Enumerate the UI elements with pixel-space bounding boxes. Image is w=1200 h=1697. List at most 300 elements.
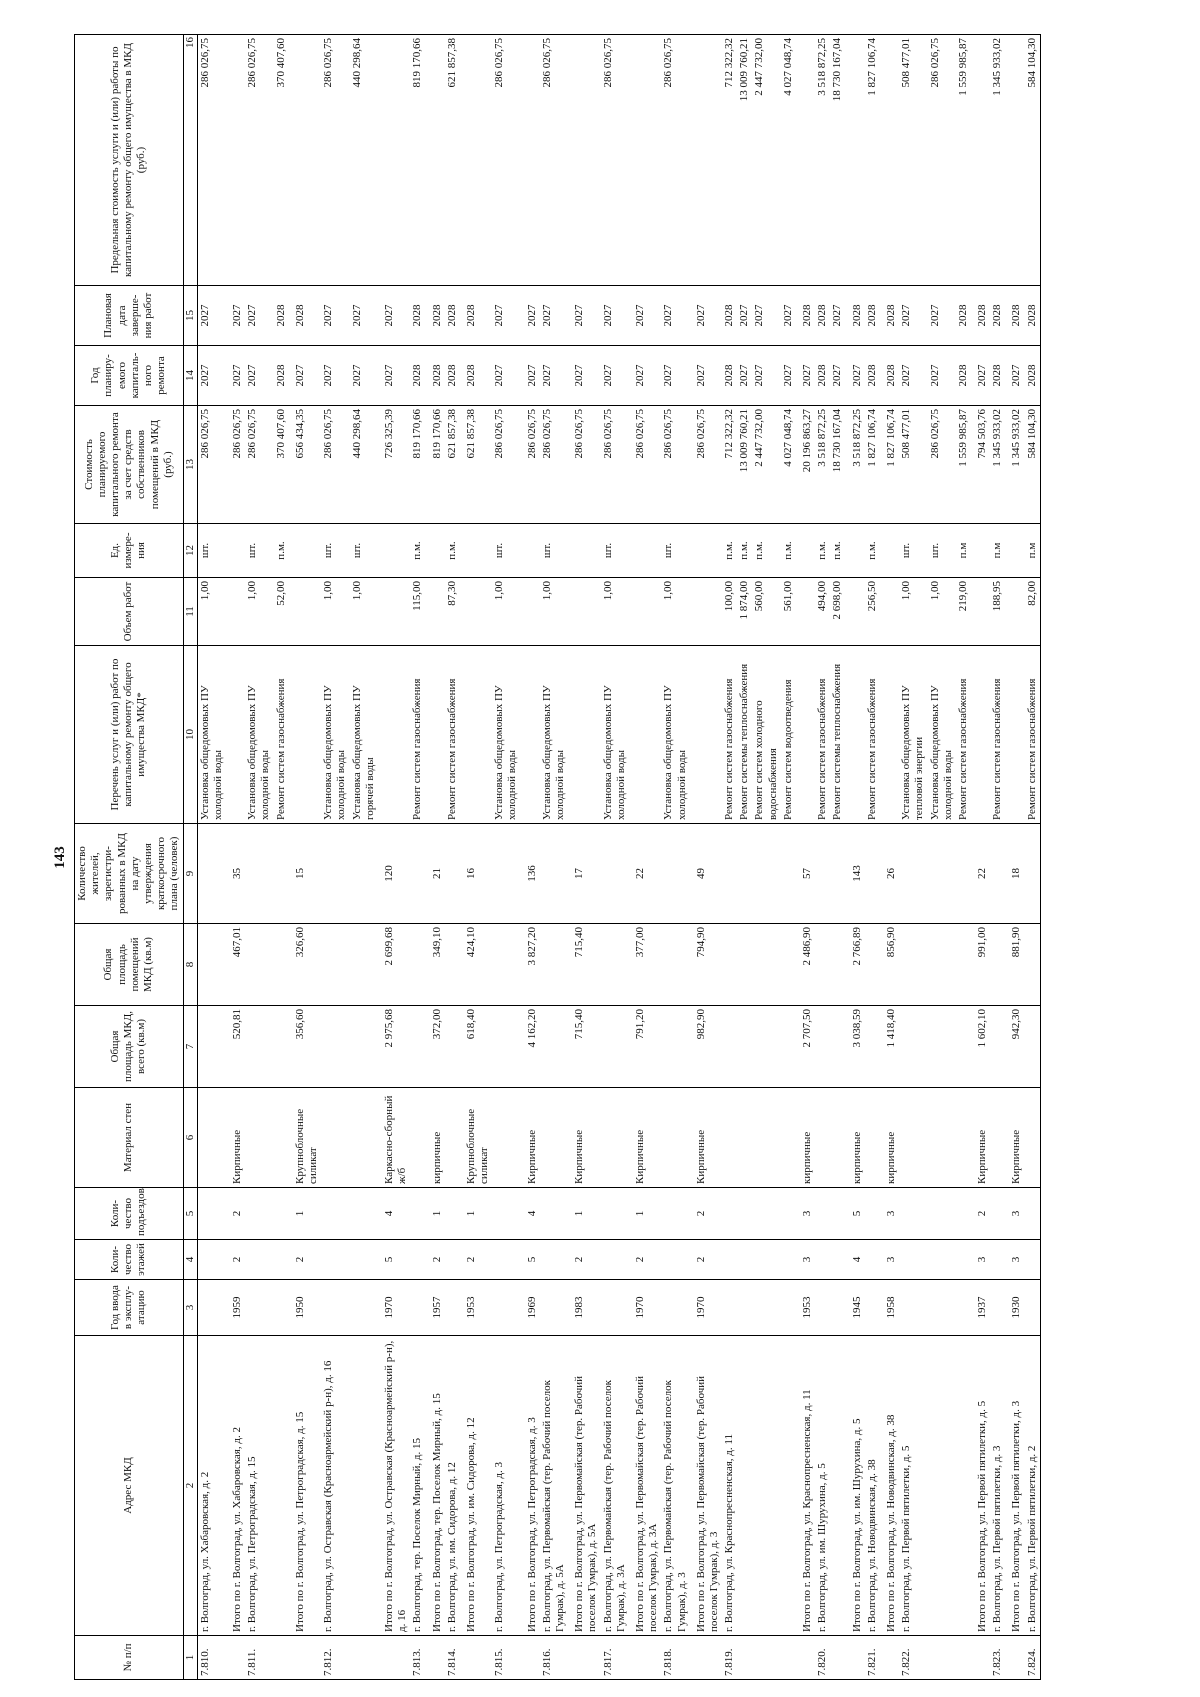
table-cell: 13 009 760,21 bbox=[737, 406, 752, 524]
table-cell bbox=[830, 1280, 845, 1336]
table-cell: 1,00 bbox=[928, 578, 956, 646]
table-cell: 286 026,75 bbox=[226, 406, 245, 524]
table-cell: 4 027 048,74 bbox=[781, 406, 796, 524]
column-number: 14 bbox=[183, 346, 197, 406]
table-cell: 286 026,75 bbox=[492, 406, 520, 524]
table-cell: Итого по г. Волгоград, ул. Первомайская (тер. Рабочий поселок Гумрак), д. 3 bbox=[690, 1336, 722, 1636]
table-cell bbox=[865, 1006, 880, 1088]
table-cell bbox=[1025, 1188, 1041, 1240]
table-cell: 2 bbox=[426, 1240, 445, 1280]
table-cell bbox=[289, 35, 321, 286]
table-cell: 4 027 048,74 bbox=[781, 35, 796, 286]
column-header: Объем работ bbox=[75, 578, 184, 646]
table-cell: 715,40 bbox=[568, 1006, 600, 1088]
table-cell: 4 bbox=[378, 1188, 410, 1240]
table-cell: 188,95 bbox=[990, 578, 1005, 646]
table-cell bbox=[956, 824, 971, 924]
column-header: Предельная стоимость услуги и (или) работы по капитальному ремонту общего имущества в МКД (руб.) bbox=[75, 35, 184, 286]
table-cell bbox=[410, 1280, 425, 1336]
table-cell bbox=[1005, 578, 1024, 646]
table-cell: 256,50 bbox=[865, 578, 880, 646]
table-cell bbox=[568, 524, 600, 578]
table-cell: 881,90 bbox=[1005, 924, 1024, 1006]
table-cell: 2028 bbox=[426, 286, 445, 346]
table-cell: 1953 bbox=[460, 1280, 492, 1336]
column-header: Перечень услуг и (или) работ по капитальному ремонту общего имущества МКД* bbox=[75, 646, 184, 824]
table-cell: Итого по г. Волгоград, ул. Петроградская, д. 3 bbox=[521, 1336, 540, 1636]
table-cell: 18 bbox=[1005, 824, 1024, 924]
table-cell: 7.814. bbox=[445, 1636, 460, 1680]
table-cell: Установка общедомовых ПУ тепловой энергии bbox=[899, 646, 927, 824]
table-cell bbox=[690, 646, 722, 824]
table-cell: 2027 bbox=[521, 286, 540, 346]
table-cell bbox=[350, 1636, 378, 1680]
table-cell: 1 559 985,87 bbox=[956, 406, 971, 524]
table-cell bbox=[1025, 1006, 1041, 1088]
table-cell: Установка общедомовых ПУ холодной воды bbox=[492, 646, 520, 824]
table-cell: 4 bbox=[521, 1188, 540, 1240]
table-cell: 3 518 872,25 bbox=[815, 35, 830, 286]
table-cell: 219,00 bbox=[956, 578, 971, 646]
table-cell bbox=[321, 924, 349, 1006]
table-cell bbox=[737, 1280, 752, 1336]
table-cell: 440 298,64 bbox=[350, 406, 378, 524]
table-cell: 286 026,75 bbox=[197, 35, 226, 286]
table-cell bbox=[378, 35, 410, 286]
total-row bbox=[226, 35, 245, 1680]
table-cell bbox=[492, 1280, 520, 1336]
table-cell bbox=[426, 524, 445, 578]
table-cell: 2028 bbox=[445, 346, 460, 406]
table-cell: 1 602,10 bbox=[971, 1006, 990, 1088]
table-cell bbox=[521, 524, 540, 578]
table-cell: 286 026,75 bbox=[540, 35, 568, 286]
table-cell bbox=[445, 924, 460, 1006]
table-cell bbox=[197, 924, 226, 1006]
table-cell bbox=[460, 646, 492, 824]
table-cell: 2028 bbox=[956, 346, 971, 406]
table-cell bbox=[274, 1280, 289, 1336]
table-cell bbox=[350, 1240, 378, 1280]
table-cell: 1,00 bbox=[321, 578, 349, 646]
table-cell bbox=[722, 1280, 737, 1336]
table-cell: 1970 bbox=[378, 1280, 410, 1336]
total-row bbox=[846, 35, 865, 1680]
table-cell: 286 026,75 bbox=[601, 35, 629, 286]
column-header: Количество жителей, зарегистри-рованных в МКД на дату утверждения краткосрочного плана (человек) bbox=[75, 824, 184, 924]
table-cell bbox=[990, 924, 1005, 1006]
table-cell: 2028 bbox=[410, 286, 425, 346]
table-cell bbox=[378, 1636, 410, 1680]
table-cell: п.м. bbox=[410, 524, 425, 578]
table-cell bbox=[956, 1006, 971, 1088]
table-cell bbox=[661, 1088, 689, 1188]
table-row bbox=[865, 35, 880, 1680]
table-cell: 2027 bbox=[781, 346, 796, 406]
table-cell bbox=[846, 646, 865, 824]
table-cell bbox=[321, 824, 349, 924]
table-cell: 1950 bbox=[289, 1280, 321, 1336]
table-cell bbox=[830, 1006, 845, 1088]
table-cell bbox=[274, 1240, 289, 1280]
column-number: 3 bbox=[183, 1280, 197, 1336]
table-cell bbox=[245, 1006, 273, 1088]
table-row bbox=[1025, 35, 1041, 1680]
table-cell bbox=[460, 1636, 492, 1680]
total-row bbox=[426, 35, 445, 1680]
table-cell bbox=[661, 1280, 689, 1336]
total-row bbox=[971, 35, 990, 1680]
table-cell: 5 bbox=[846, 1188, 865, 1240]
table-cell bbox=[796, 35, 815, 286]
table-cell bbox=[410, 924, 425, 1006]
table-cell: г. Волгоград, ул. Первомайская (тер. Рабочий поселок Гумрак), д. 5А bbox=[540, 1336, 568, 1636]
table-row bbox=[830, 35, 845, 1680]
table-cell bbox=[928, 1336, 956, 1636]
table-cell: 1957 bbox=[426, 1280, 445, 1336]
table-cell: п.м bbox=[956, 524, 971, 578]
table-cell bbox=[226, 646, 245, 824]
column-header: Материал стен bbox=[75, 1088, 184, 1188]
table-cell: 3 bbox=[1005, 1240, 1024, 1280]
table-cell: 2027 bbox=[661, 346, 689, 406]
table-cell: 2027 bbox=[197, 346, 226, 406]
total-row bbox=[880, 35, 899, 1680]
table-cell bbox=[350, 1336, 378, 1636]
table-cell: 2027 bbox=[629, 286, 661, 346]
table-cell bbox=[737, 1088, 752, 1188]
table-cell: 1,00 bbox=[197, 578, 226, 646]
table-cell: 2027 bbox=[245, 286, 273, 346]
table-cell bbox=[722, 1006, 737, 1088]
page-number: 143 bbox=[52, 846, 68, 869]
table-cell: Кирпичные bbox=[629, 1088, 661, 1188]
table-cell: 2 bbox=[629, 1240, 661, 1280]
table-cell: 508 477,01 bbox=[899, 35, 927, 286]
table-cell: 1958 bbox=[880, 1280, 899, 1336]
table-cell bbox=[492, 1188, 520, 1240]
table-cell: 2028 bbox=[410, 346, 425, 406]
table-cell: Ремонт систем газоснабжения bbox=[722, 646, 737, 824]
table-cell: 819 170,66 bbox=[410, 406, 425, 524]
table-cell: шт. bbox=[661, 524, 689, 578]
table-cell bbox=[865, 1188, 880, 1240]
table-cell bbox=[460, 35, 492, 286]
table-cell bbox=[928, 1088, 956, 1188]
table-cell bbox=[245, 1280, 273, 1336]
table-cell bbox=[830, 1240, 845, 1280]
total-row bbox=[1005, 35, 1024, 1680]
table-cell: 1953 bbox=[796, 1280, 815, 1336]
table-row bbox=[956, 35, 971, 1680]
table-cell: 2027 bbox=[521, 346, 540, 406]
table-cell bbox=[629, 524, 661, 578]
table-cell: 2 bbox=[690, 1240, 722, 1280]
table-cell bbox=[350, 1006, 378, 1088]
table-cell: 35 bbox=[226, 824, 245, 924]
table-cell: 2 bbox=[690, 1188, 722, 1240]
table-cell bbox=[426, 35, 445, 286]
column-number: 4 bbox=[183, 1240, 197, 1280]
table-cell: 2028 bbox=[815, 346, 830, 406]
table-cell bbox=[426, 646, 445, 824]
table-cell: 13 009 760,21 bbox=[737, 35, 752, 286]
column-number: 2 bbox=[183, 1336, 197, 1636]
table-cell bbox=[410, 824, 425, 924]
table-cell bbox=[460, 578, 492, 646]
table-cell bbox=[815, 1188, 830, 1240]
table-row bbox=[990, 35, 1005, 1680]
table-cell: шт. bbox=[492, 524, 520, 578]
table-cell: п.м. bbox=[737, 524, 752, 578]
table-cell: Ремонт систем газоснабжения bbox=[956, 646, 971, 824]
table-cell bbox=[737, 1336, 752, 1636]
table-cell bbox=[274, 1088, 289, 1188]
table-cell: 2 486,90 bbox=[796, 924, 815, 1006]
table-cell: Ремонт систем газоснабжения bbox=[274, 646, 289, 824]
table-row bbox=[815, 35, 830, 1680]
table-cell: 1 bbox=[426, 1188, 445, 1240]
table-cell bbox=[629, 578, 661, 646]
table-cell bbox=[445, 1280, 460, 1336]
table-row bbox=[350, 35, 378, 1680]
table-cell bbox=[661, 824, 689, 924]
table-cell: 82,00 bbox=[1025, 578, 1041, 646]
table-cell: 1 827 106,74 bbox=[865, 406, 880, 524]
table-cell: 2027 bbox=[830, 346, 845, 406]
table-cell bbox=[197, 1188, 226, 1240]
table-cell: 1983 bbox=[568, 1280, 600, 1336]
table-cell: Кирпичные bbox=[971, 1088, 990, 1188]
table-cell: 2028 bbox=[865, 346, 880, 406]
table-cell bbox=[1005, 524, 1024, 578]
table-cell bbox=[661, 924, 689, 1006]
table-cell bbox=[1025, 824, 1041, 924]
table-cell bbox=[226, 578, 245, 646]
table-cell: 3 bbox=[796, 1240, 815, 1280]
column-number: 1 bbox=[183, 1636, 197, 1680]
table-cell bbox=[846, 35, 865, 286]
table-cell: 3 bbox=[880, 1240, 899, 1280]
table-cell: г. Волгоград, ул. Новодвинская, д. 38 bbox=[865, 1336, 880, 1636]
table-cell: г. Волгоград, ул. им. Шурухина, д. 5 bbox=[815, 1336, 830, 1636]
table-cell bbox=[601, 1280, 629, 1336]
table-cell: Итого по г. Волгоград, ул. им. Шурухина, д. 5 bbox=[846, 1336, 865, 1636]
table-cell: 467,01 bbox=[226, 924, 245, 1006]
table-cell bbox=[956, 1188, 971, 1240]
table-cell: 7.820. bbox=[815, 1636, 830, 1680]
table-cell bbox=[752, 1006, 780, 1088]
table-cell bbox=[410, 1188, 425, 1240]
table-cell: Итого по г. Волгоград, ул. Первой пятилетки, д. 3 bbox=[1005, 1336, 1024, 1636]
table-cell bbox=[460, 524, 492, 578]
table-cell: 3 bbox=[971, 1240, 990, 1280]
column-number: 9 bbox=[183, 824, 197, 924]
table-cell: 7.810. bbox=[197, 1636, 226, 1680]
table-cell: 1930 bbox=[1005, 1280, 1024, 1336]
column-header: Адрес МКД bbox=[75, 1336, 184, 1636]
column-number-row bbox=[183, 35, 197, 1680]
table-cell bbox=[426, 1636, 445, 1680]
table-cell: 1937 bbox=[971, 1280, 990, 1336]
table-cell bbox=[865, 1240, 880, 1280]
table-cell: 2028 bbox=[426, 346, 445, 406]
table-cell: 2 bbox=[226, 1240, 245, 1280]
table-cell: 1,00 bbox=[899, 578, 927, 646]
table-cell: 370 407,60 bbox=[274, 35, 289, 286]
table-cell: 424,10 bbox=[460, 924, 492, 1006]
total-row bbox=[690, 35, 722, 1680]
table-cell bbox=[492, 924, 520, 1006]
table-cell bbox=[690, 578, 722, 646]
table-cell bbox=[226, 524, 245, 578]
table-cell bbox=[197, 1006, 226, 1088]
table-cell: 7.816. bbox=[540, 1636, 568, 1680]
table-cell bbox=[815, 1006, 830, 1088]
table-cell bbox=[880, 1636, 899, 1680]
table-cell: 2028 bbox=[274, 346, 289, 406]
table-cell: 7.822. bbox=[899, 1636, 927, 1680]
table-cell bbox=[815, 1240, 830, 1280]
table-cell: 7.813. bbox=[410, 1636, 425, 1680]
table-cell bbox=[321, 1006, 349, 1088]
table-cell bbox=[722, 824, 737, 924]
column-number: 15 bbox=[183, 286, 197, 346]
table-row bbox=[492, 35, 520, 1680]
table-cell: шт. bbox=[601, 524, 629, 578]
table-cell bbox=[752, 824, 780, 924]
table-cell bbox=[226, 35, 245, 286]
table-cell: г. Волгоград, ул. Первомайская (тер. Рабочий поселок Гумрак), д. 3 bbox=[661, 1336, 689, 1636]
total-row bbox=[629, 35, 661, 1680]
table-cell: 7.811. bbox=[245, 1636, 273, 1680]
column-header: Стоимость планируемого капитального ремонта за счет средств собственников помещений в МКД (руб.) bbox=[75, 406, 184, 524]
table-cell bbox=[971, 578, 990, 646]
table-cell: 7.817. bbox=[601, 1636, 629, 1680]
table-row bbox=[601, 35, 629, 1680]
table-cell: 2 975,68 bbox=[378, 1006, 410, 1088]
table-cell bbox=[899, 924, 927, 1006]
table-cell bbox=[846, 1636, 865, 1680]
table-cell: г. Волгоград, ул. Первомайская (тер. Рабочий поселок Гумрак), д. 3А bbox=[601, 1336, 629, 1636]
table-cell: 561,00 bbox=[781, 578, 796, 646]
table-cell: 1 345 933,02 bbox=[1005, 406, 1024, 524]
table-cell: 2027 bbox=[781, 286, 796, 346]
table-cell: 22 bbox=[971, 824, 990, 924]
table-cell: Ремонт систем газоснабжения bbox=[865, 646, 880, 824]
table-cell bbox=[601, 1240, 629, 1280]
table-cell bbox=[378, 524, 410, 578]
table-cell: 2027 bbox=[928, 346, 956, 406]
table-cell: 2028 bbox=[880, 286, 899, 346]
table-cell: 26 bbox=[880, 824, 899, 924]
table-cell: Итого по г. Волгоград, ул. Краснопресненская, д. 11 bbox=[796, 1336, 815, 1636]
table-cell: Установка общедомовых ПУ холодной воды bbox=[540, 646, 568, 824]
table-cell: 4 162,20 bbox=[521, 1006, 540, 1088]
table-cell bbox=[274, 824, 289, 924]
table-cell bbox=[410, 1240, 425, 1280]
table-cell: 1 bbox=[289, 1188, 321, 1240]
table-cell: 5 bbox=[521, 1240, 540, 1280]
table-cell: 2028 bbox=[460, 346, 492, 406]
table-cell: шт. bbox=[197, 524, 226, 578]
table-cell bbox=[796, 1636, 815, 1680]
table-cell: 2028 bbox=[1005, 286, 1024, 346]
table-cell bbox=[245, 924, 273, 1006]
table-cell: Ремонт систем газоснабжения bbox=[1025, 646, 1041, 824]
table-cell: 982,90 bbox=[690, 1006, 722, 1088]
table-cell bbox=[274, 924, 289, 1006]
table-cell bbox=[690, 35, 722, 286]
table-cell bbox=[781, 1636, 796, 1680]
table-cell: Ремонт системы теплоснабжения bbox=[830, 646, 845, 824]
table-cell bbox=[321, 1088, 349, 1188]
table-cell: 1,00 bbox=[492, 578, 520, 646]
table-cell: 1 827 106,74 bbox=[865, 35, 880, 286]
table-cell: 520,81 bbox=[226, 1006, 245, 1088]
table-cell bbox=[899, 1188, 927, 1240]
table-cell: 20 196 863,27 bbox=[796, 406, 815, 524]
table-cell: 2027 bbox=[830, 286, 845, 346]
total-row bbox=[521, 35, 540, 1680]
table-cell: Каркасно-сборный ж/б bbox=[378, 1088, 410, 1188]
table-cell: 618,40 bbox=[460, 1006, 492, 1088]
table-cell: 3 827,20 bbox=[521, 924, 540, 1006]
table-cell: шт. bbox=[928, 524, 956, 578]
table-cell bbox=[796, 578, 815, 646]
table-cell: п.м. bbox=[865, 524, 880, 578]
table-cell bbox=[289, 1636, 321, 1680]
table-cell: Ремонт систем газоснабжения bbox=[815, 646, 830, 824]
table-cell bbox=[289, 646, 321, 824]
table-cell: Итого по г. Волгоград, ул. Первой пятилетки, д. 5 bbox=[971, 1336, 990, 1636]
table-cell: 2028 bbox=[1025, 346, 1041, 406]
table-cell: 2 bbox=[971, 1188, 990, 1240]
table-cell: 57 bbox=[796, 824, 815, 924]
table-cell: г. Волгоград, ул. Краснопресненская, д. 11 bbox=[722, 1336, 737, 1636]
table-cell bbox=[274, 1006, 289, 1088]
table-cell bbox=[815, 824, 830, 924]
table-cell bbox=[846, 524, 865, 578]
table-cell: 52,00 bbox=[274, 578, 289, 646]
table-cell bbox=[956, 1280, 971, 1336]
table-cell bbox=[629, 646, 661, 824]
table-cell: 584 104,30 bbox=[1025, 35, 1041, 286]
table-cell: Итого по г. Волгоград, ул. Петроградская, д. 15 bbox=[289, 1336, 321, 1636]
table-cell bbox=[990, 1240, 1005, 1280]
table-cell: 1 827 106,74 bbox=[880, 406, 899, 524]
table-cell bbox=[899, 824, 927, 924]
table-cell bbox=[1025, 924, 1041, 1006]
table-cell: 2027 bbox=[690, 286, 722, 346]
table-cell: 1970 bbox=[629, 1280, 661, 1336]
table-cell: 2028 bbox=[990, 286, 1005, 346]
table-cell bbox=[956, 1088, 971, 1188]
table-cell bbox=[752, 1240, 780, 1280]
table-cell: 356,60 bbox=[289, 1006, 321, 1088]
table-cell bbox=[601, 1006, 629, 1088]
table-cell: 1959 bbox=[226, 1280, 245, 1336]
table-cell: 942,30 bbox=[1005, 1006, 1024, 1088]
table-cell bbox=[321, 1188, 349, 1240]
table-cell bbox=[899, 1006, 927, 1088]
table-cell bbox=[752, 1280, 780, 1336]
table-cell bbox=[990, 1088, 1005, 1188]
table-cell bbox=[865, 1280, 880, 1336]
table-cell: 2027 bbox=[378, 346, 410, 406]
table-cell: 1,00 bbox=[245, 578, 273, 646]
table-cell: 440 298,64 bbox=[350, 35, 378, 286]
